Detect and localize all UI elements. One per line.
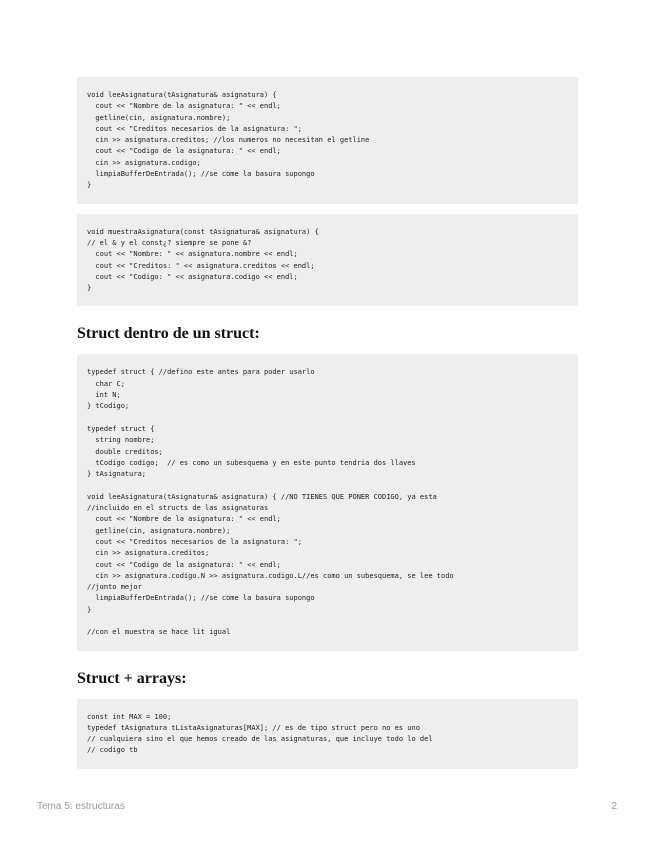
code-line: // el & y el const¿? siempre se pone &? [87, 238, 252, 247]
code-line: cin >> asignatura.creditos; //los numeros no necesitan el getline [87, 136, 370, 145]
code-block-struct-arrays [77, 699, 578, 769]
code-line: cout << "Codigo de la asignatura: " << endl; [87, 147, 281, 156]
code-line: //junto mejor [87, 583, 142, 592]
code-line: typedef struct { //defino este antes para poder usarlo [87, 368, 315, 377]
code-line: string nombre; [87, 436, 155, 445]
code-line: getline(cin, asignatura.nombre); [87, 526, 231, 535]
code-line: cout << "Creditos: " << asignatura.creditos << endl; [87, 261, 315, 270]
code-line [87, 480, 568, 491]
page-content [77, 77, 578, 779]
code-line: void leeAsignatura(tAsignatura& asignatura) { //NO TIENES QUE PONER CODIGO, ya esta [87, 492, 437, 501]
code-line: cout << "Creditos necesarios de la asignatura: "; [87, 124, 302, 133]
code-line: cin >> asignatura.creditos; [87, 549, 210, 558]
code-line: cout << "Creditos necesarios de la asignatura: "; [87, 537, 302, 546]
code-line: getline(cin, asignatura.nombre); [87, 113, 231, 122]
code-line: double creditos; [87, 447, 163, 456]
code-line [87, 413, 568, 424]
code-line: cin >> asignatura.codigo.N >> asignatura.codigo.L//es como un subesquema, se lee todo [87, 571, 454, 580]
code-line: } [87, 181, 92, 190]
code-line: typedef tAsignatura tListaAsignaturas[MAX]; // es de tipo struct pero no es uno [87, 723, 420, 732]
code-line [87, 616, 568, 627]
footer-document-title: Tema 5: estructuras [37, 801, 125, 812]
code-line: const int MAX = 100; [87, 712, 172, 721]
code-line: cout << "Nombre de la asignatura: " << endl; [87, 515, 281, 524]
code-line: } tAsignatura; [87, 470, 147, 479]
code-block-struct-dentro [77, 354, 578, 650]
code-line: cout << "Nombre: " << asignatura.nombre << endl; [87, 250, 298, 259]
code-line: } tCodigo; [87, 402, 130, 411]
code-line: cout << "Codigo de la asignatura: " << endl; [87, 560, 281, 569]
code-line: limpiaBufferDeEntrada(); //se come la basura supongo [87, 170, 315, 179]
code-line: char C; [87, 379, 125, 388]
code-line: //incluido en el structs de las asignaturas [87, 504, 269, 513]
section-heading-struct-dentro: Struct dentro de un struct: [77, 325, 260, 343]
code-line: cout << "Codigo: " << asignatura.codigo << endl; [87, 272, 298, 281]
code-line: //con el muestra se hace lit igual [87, 628, 231, 637]
code-block-muestra-asignatura [77, 214, 578, 307]
section-heading-struct-arrays: Struct + arrays: [77, 669, 187, 687]
code-line: typedef struct { [87, 424, 155, 433]
code-line: // cualquiera sino el que hemos creado de las asignaturas, que incluye todo lo del [87, 735, 433, 744]
code-line: cout << "Nombre de la asignatura: " << endl; [87, 102, 281, 111]
code-line: } [87, 605, 92, 614]
footer-page-number: 2 [611, 801, 617, 812]
code-line: cin >> asignatura.codigo; [87, 158, 201, 167]
code-line: void leeAsignatura(tAsignatura& asignatura) { [87, 91, 277, 99]
code-line: void muestraAsignatura(const tAsignatura& asignatura) { [87, 227, 319, 236]
code-line: tCodigo codigo; // es como un subesquema y en este punto tendria dos llaves [87, 458, 416, 467]
code-line: // codigo tb [87, 746, 138, 755]
code-line: } [87, 284, 92, 293]
code-block-lee-asignatura [77, 77, 578, 204]
code-line: limpiaBufferDeEntrada(); //se come la basura supongo [87, 594, 315, 603]
code-line: int N; [87, 391, 121, 400]
